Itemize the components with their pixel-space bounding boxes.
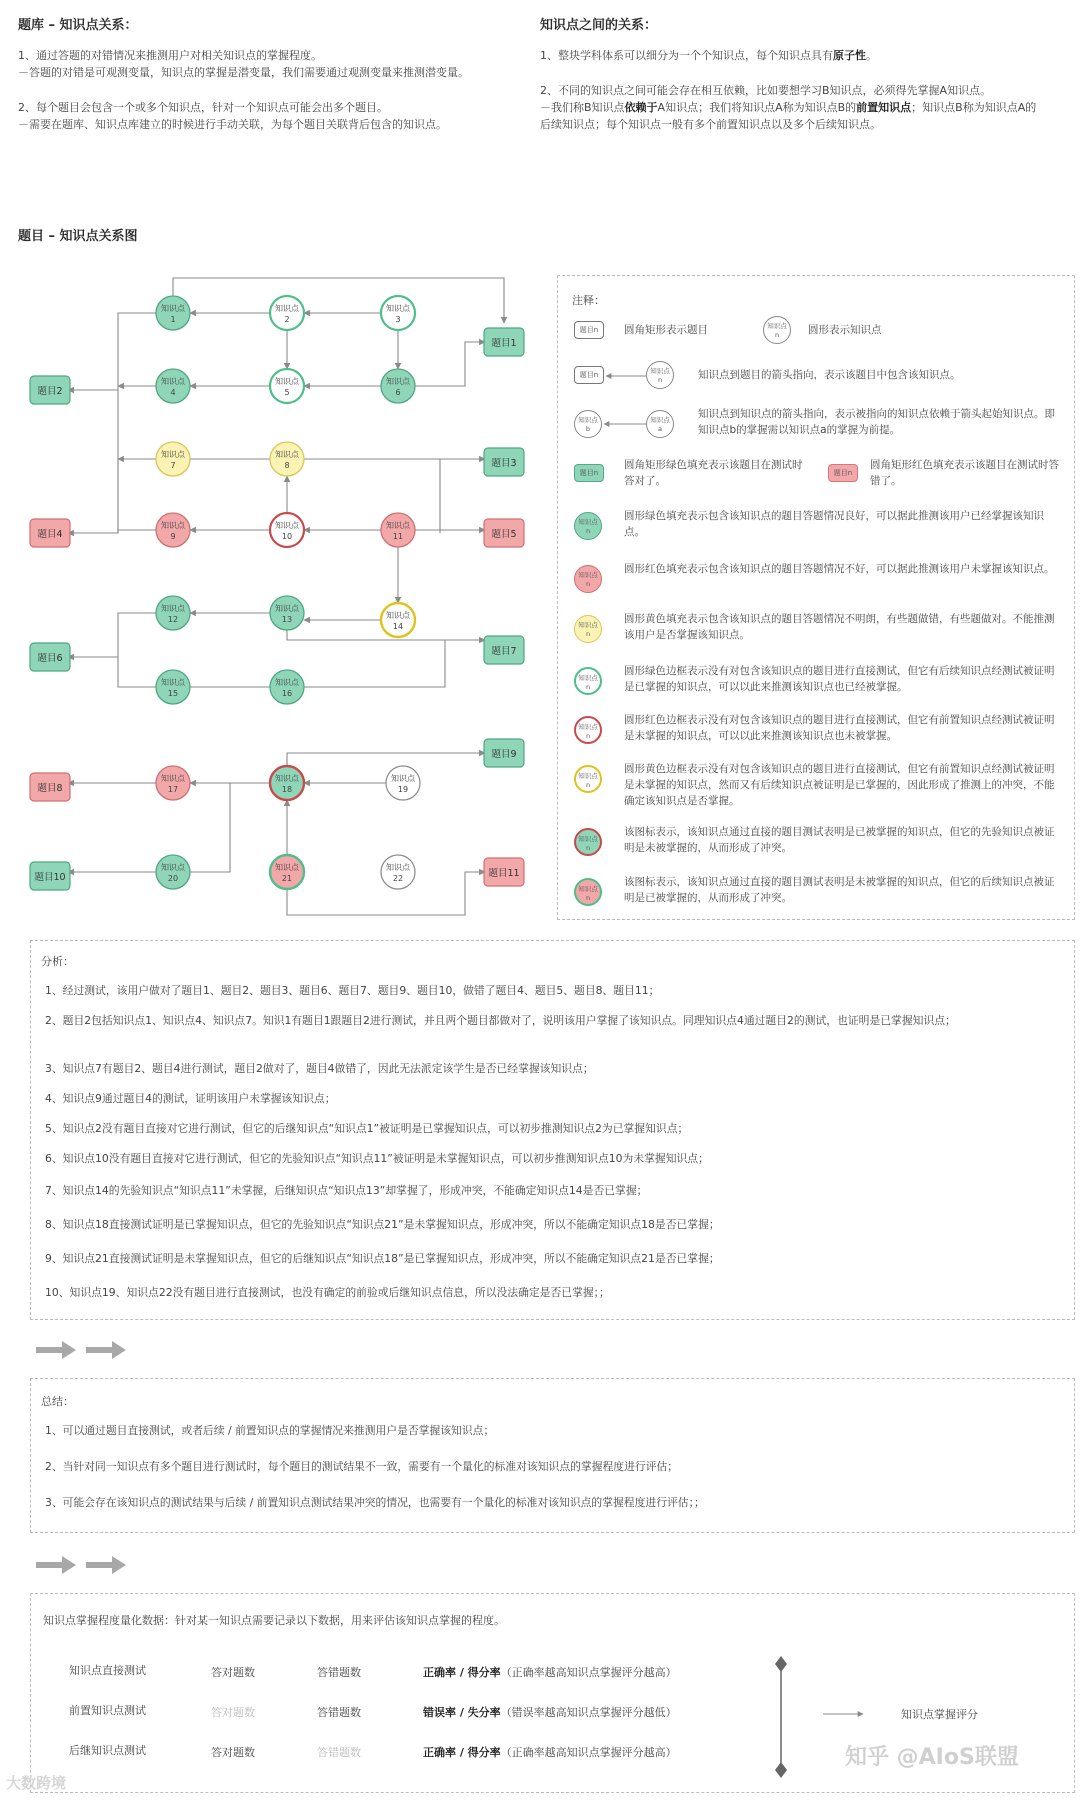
legend-text-circle: 圆形表示知识点 bbox=[808, 324, 882, 336]
knowledge-point-circle bbox=[156, 766, 190, 800]
legend-text-5: 圆形红色边框表示没有对包含该知识点的题目进行直接测试，但它有前置知识点经测试被证明是未掌握的知识点，可以以此来推测该知识点也未被掌握。 bbox=[624, 714, 1055, 742]
text-bold: 原子性 bbox=[833, 49, 866, 62]
quant-row-name: 后继知识点测试 bbox=[69, 1744, 146, 1757]
knowledge-point-number: 7 bbox=[170, 461, 176, 470]
question-label: 题目5 bbox=[491, 529, 517, 540]
quant-result: 知识点掌握评分 bbox=[901, 1708, 978, 1721]
knowledge-point-label: 知识点 bbox=[391, 774, 415, 783]
knowledge-point-circle bbox=[156, 442, 190, 476]
knowledge-point-circle bbox=[270, 296, 304, 330]
question-2 bbox=[30, 376, 70, 404]
knowledge-point-17 bbox=[156, 766, 190, 800]
quant-title: 知识点掌握程度量化数据：针对某一知识点需要记录以下数据，用来评估该知识点掌握的程度。 bbox=[43, 1614, 505, 1627]
legend-circle-sub: n bbox=[585, 683, 591, 691]
legend-circle-label: 知识点 bbox=[578, 772, 598, 780]
knowledge-point-circle bbox=[156, 296, 190, 330]
legend-text-green-rect: 圆角矩形绿色填充表示该题目在测试时答对了。 bbox=[624, 459, 803, 487]
quant-right-count: 答对题数 bbox=[211, 1746, 255, 1759]
legend-circle-icon bbox=[646, 361, 674, 389]
section-kp-kp-relation bbox=[540, 14, 1070, 133]
knowledge-point-circle bbox=[270, 596, 304, 630]
knowledge-point-circle bbox=[156, 513, 190, 547]
knowledge-point-number: 6 bbox=[395, 388, 401, 397]
legend-circle-sub: n bbox=[657, 376, 663, 384]
legend-circle-sub: n bbox=[585, 781, 591, 789]
summary-line-3: 3、可能会存在该知识点的测试结果与后续 / 前置知识点测试结果冲突的情况，也需要有一个量化的标准对该知识点的掌握程度进行评估；； bbox=[45, 1496, 705, 1509]
question-label: 题目8 bbox=[37, 783, 63, 794]
heading-kp-kp: 知识点之间的关系： bbox=[540, 18, 658, 33]
knowledge-point-11 bbox=[381, 513, 415, 547]
knowledge-point-circle bbox=[156, 855, 190, 889]
legend-title: 注释： bbox=[572, 294, 605, 307]
analysis-title: 分析： bbox=[41, 955, 74, 968]
knowledge-point-label: 知识点 bbox=[161, 604, 185, 613]
edge-line bbox=[118, 613, 156, 687]
knowledge-point-number: 10 bbox=[281, 532, 293, 541]
summary-line-1: 1、可以通过题目直接测试，或者后续 / 前置知识点的掌握情况来推测用户是否掌握该知识点； bbox=[45, 1424, 495, 1437]
question-8 bbox=[30, 773, 70, 801]
legend-circle-icon bbox=[574, 716, 602, 744]
legend-circle-sub: n bbox=[585, 630, 591, 638]
legend-arrow-icon bbox=[604, 371, 648, 381]
knowledge-point-circle bbox=[156, 596, 190, 630]
quant-right-count: 答对题数 bbox=[211, 1666, 255, 1679]
question-5 bbox=[484, 519, 524, 547]
analysis-line-2: 2、题目2包括知识点1、知识点4、知识点7。知识1有题目1跟题目2进行测试，并且两个题目都做对了，说明该用户掌握了该知识点。同理知识点4通过题目2的测试，也证明是已掌握知识点； bbox=[45, 1014, 956, 1027]
knowledge-point-label: 知识点 bbox=[386, 611, 410, 620]
knowledge-point-number: 2 bbox=[284, 315, 290, 324]
knowledge-point-circle bbox=[270, 369, 304, 403]
para-1b: －答题的对错是可观测变量，知识点的掌握是潜变量，我们需要通过观测变量来推测潜变量。 bbox=[18, 66, 469, 79]
legend-circle-label: 知识点 bbox=[578, 416, 598, 424]
question-label: 题目6 bbox=[37, 653, 63, 664]
knowledge-point-circle bbox=[270, 670, 304, 704]
analysis-box bbox=[30, 940, 1075, 1320]
legend-text-4: 圆形绿色边框表示没有对包含该知识点的题目进行直接测试，但它有后续知识点经测试被证明是已掌握的知识点，可以以此来推测该知识点也已经被掌握。 bbox=[624, 665, 1055, 693]
analysis-line-4: 4、知识点9通过题目4的测试，证明该用户未掌握该知识点； bbox=[45, 1092, 336, 1105]
knowledge-point-number: 8 bbox=[284, 461, 290, 470]
edge-line bbox=[304, 640, 445, 687]
edge-kp1-q1 bbox=[173, 278, 504, 323]
text-bold: 依赖于 bbox=[624, 101, 658, 114]
knowledge-point-5 bbox=[270, 369, 304, 403]
quant-row-name: 前置知识点测试 bbox=[69, 1704, 146, 1717]
knowledge-point-circle bbox=[381, 855, 415, 889]
question-label: 题目9 bbox=[491, 749, 517, 760]
knowledge-point-label: 知识点 bbox=[161, 678, 185, 687]
legend-circle-label: 知识点 bbox=[578, 518, 598, 526]
legend-circle-sub: a bbox=[658, 425, 662, 433]
knowledge-point-label: 知识点 bbox=[275, 521, 299, 530]
legend-arrow-icon bbox=[602, 419, 648, 429]
knowledge-point-circle bbox=[386, 766, 420, 800]
knowledge-point-20 bbox=[156, 855, 190, 889]
para-1: 1、通过答题的对错情况来推测用户对相关知识点的掌握程度。 bbox=[18, 49, 322, 62]
quant-rate: 正确率 / 得分率（正确率越高知识点掌握评分越高） bbox=[423, 1746, 677, 1759]
question-label: 题目10 bbox=[34, 872, 66, 883]
text-span: 后续知识点；每个知识点一般有多个前置知识点以及多个后续知识点。 bbox=[540, 118, 881, 131]
quant-rate: 错误率 / 失分率（错误率越高知识点掌握评分越低） bbox=[423, 1706, 677, 1719]
legend-text-red-rect: 圆角矩形红色填充表示该题目在测试时答错了。 bbox=[870, 459, 1059, 487]
knowledge-point-15 bbox=[156, 670, 190, 704]
legend-circle-icon bbox=[574, 878, 602, 906]
knowledge-point-number: 14 bbox=[392, 622, 404, 631]
knowledge-point-label: 知识点 bbox=[275, 450, 299, 459]
legend-circle-icon bbox=[574, 667, 602, 695]
summary-box bbox=[30, 1378, 1075, 1533]
knowledge-point-label: 知识点 bbox=[161, 304, 185, 313]
question-7 bbox=[484, 636, 524, 664]
edge-line bbox=[304, 459, 440, 533]
edge-kp9-q4 bbox=[68, 530, 156, 533]
para-atomic bbox=[540, 47, 1070, 64]
bracket-line-icon bbox=[771, 1656, 791, 1778]
knowledge-point-19 bbox=[386, 766, 420, 800]
legend-text-7: 该图标表示，该知识点通过直接的题目测试表明是已被掌握的知识点，但它的先验知识点被证明是未被掌握的，从而形成了冲突。 bbox=[624, 826, 1055, 854]
watermark-left: 大数跨境 bbox=[6, 1774, 67, 1792]
knowledge-point-2 bbox=[270, 296, 304, 330]
quant-right-count: 答对题数 bbox=[211, 1706, 255, 1719]
text-bold: 前置知识点 bbox=[856, 101, 912, 114]
text-span: 。 bbox=[866, 49, 877, 62]
legend-circle-sub: n bbox=[774, 331, 780, 339]
knowledge-point-number: 21 bbox=[281, 874, 293, 883]
legend-circle-icon bbox=[574, 765, 602, 793]
edge-kp18-q9 bbox=[287, 753, 485, 766]
question-11 bbox=[484, 858, 524, 886]
analysis-line-6: 6、知识点10没有题目直接对它进行测试，但它的先验知识点“知识点11”被证明是未掌握知识点，可以初步推测知识点10为未掌握知识点； bbox=[45, 1152, 709, 1165]
legend-rect-green-icon: 题目n bbox=[574, 464, 604, 482]
legend-circle-label: 知识点 bbox=[650, 416, 670, 424]
analysis-line-9: 9、知识点21直接测试证明是未掌握知识点，但它的后继知识点“知识点18”是已掌握知识点，形成冲突，所以不能确定知识点21是否已掌握； bbox=[45, 1252, 720, 1265]
legend-circle-label: 知识点 bbox=[767, 322, 787, 330]
knowledge-point-label: 知识点 bbox=[275, 604, 299, 613]
knowledge-point-label: 知识点 bbox=[161, 863, 185, 872]
analysis-line-1: 1、经过测试，该用户做对了题目1、题目2、题目3、题目6、题目7、题目9、题目10，做错了题目4、题目5、题目8、题目11； bbox=[45, 984, 660, 997]
knowledge-point-16 bbox=[270, 670, 304, 704]
knowledge-point-label: 知识点 bbox=[161, 521, 185, 530]
question-3 bbox=[484, 448, 524, 476]
knowledge-point-label: 知识点 bbox=[275, 304, 299, 313]
legend-circle-sub: n bbox=[585, 527, 591, 535]
knowledge-point-circle bbox=[156, 369, 190, 403]
knowledge-point-number: 1 bbox=[170, 315, 176, 324]
knowledge-point-label: 知识点 bbox=[161, 774, 185, 783]
knowledge-point-21 bbox=[270, 855, 304, 889]
knowledge-point-number: 16 bbox=[281, 689, 293, 698]
question-4 bbox=[30, 519, 70, 547]
knowledge-point-10 bbox=[270, 513, 304, 547]
legend-box bbox=[557, 275, 1075, 920]
analysis-line-3: 3、知识点7有题目2、题目4进行测试，题目2做对了，题目4做错了，因此无法派定该学生是否已经掌握该知识点； bbox=[45, 1062, 594, 1075]
text-span: ；知识点B称为知识点A的 bbox=[911, 101, 1037, 114]
legend-text-8: 该图标表示，该知识点通过直接的题目测试表明是未被掌握的知识点，但它的后续知识点被证明是已被掌握的，从而形成了冲突。 bbox=[624, 876, 1055, 904]
question-label: 题目2 bbox=[37, 386, 63, 397]
double-arrow-icon bbox=[34, 1338, 134, 1362]
legend-text-kp-to-question: 知识点到题目的箭头指向，表示该题目中包含该知识点。 bbox=[698, 369, 961, 381]
text-span: 1、整块学科体系可以细分为一个个知识点，每个知识点具有 bbox=[540, 49, 833, 62]
knowledge-point-18 bbox=[270, 766, 304, 800]
knowledge-point-number: 19 bbox=[397, 785, 409, 794]
knowledge-point-number: 15 bbox=[167, 689, 179, 698]
knowledge-point-label: 知识点 bbox=[275, 377, 299, 386]
question-6 bbox=[30, 643, 70, 671]
legend-text-rect: 圆角矩形表示题目 bbox=[624, 324, 708, 336]
legend-circle-icon bbox=[574, 828, 602, 856]
knowledge-point-circle bbox=[381, 603, 415, 637]
knowledge-point-circle bbox=[270, 442, 304, 476]
legend-rect-red-icon: 题目n bbox=[828, 464, 858, 482]
analysis-line-5: 5、知识点2没有题目直接对它进行测试，但它的后继知识点“知识点1”被证明是已掌握知识点，可以初步推测知识点2为已掌握知识点； bbox=[45, 1122, 689, 1135]
para-2b: －需要在题库、知识点库建立的时候进行手动关联，为每个题目关联背后包含的知识点。 bbox=[18, 118, 447, 131]
legend-text-6: 圆形黄色边框表示没有对包含该知识点的题目进行直接测试，但它有前置知识点经测试被证明是未掌握的知识点，然而又有后续知识点被证明是已掌握的，因此形成了推测上的冲突，不能确定该知识点是否掌握。 bbox=[624, 763, 1055, 807]
quant-wrong-count: 答错题数 bbox=[317, 1746, 361, 1759]
question-label: 题目1 bbox=[491, 338, 517, 349]
para-dependency-b bbox=[540, 99, 1070, 133]
knowledge-point-label: 知识点 bbox=[161, 377, 185, 386]
legend-circle-sub: n bbox=[585, 732, 591, 740]
legend-circle-label: 知识点 bbox=[578, 885, 598, 893]
knowledge-point-1 bbox=[156, 296, 190, 330]
knowledge-point-3 bbox=[381, 296, 415, 330]
legend-text-3: 圆形黄色填充表示包含该知识点的题目答题情况不明朗，有些题做错，有些题做对。不能推测该用户是否掌握该知识点。 bbox=[624, 613, 1055, 641]
knowledge-point-circle bbox=[270, 766, 304, 800]
legend-circle-icon bbox=[574, 565, 602, 593]
legend-rect-icon: 题目n bbox=[574, 321, 604, 339]
heading-question-kp: 题库 – 知识点关系： bbox=[18, 18, 138, 33]
para-2: 2、每个题目会包含一个或多个知识点，针对一个知识点可能会出多个题目。 bbox=[18, 101, 388, 114]
knowledge-point-number: 18 bbox=[281, 785, 293, 794]
knowledge-point-label: 知识点 bbox=[386, 304, 410, 313]
question-1 bbox=[484, 328, 524, 356]
quant-rate-note: （错误率越高知识点掌握评分越低） bbox=[500, 1706, 677, 1719]
question-label: 题目4 bbox=[37, 529, 63, 540]
legend-circle-sub: n bbox=[585, 844, 591, 852]
quant-wrong-count: 答错题数 bbox=[317, 1666, 361, 1679]
text-span: A知识点；我们将知识点A称为知识点B的 bbox=[657, 101, 857, 114]
legend-text-2: 圆形红色填充表示包含该知识点的题目答题情况不好，可以据此推测该用户未掌握该知识点。 bbox=[624, 563, 1055, 575]
knowledge-point-circle bbox=[381, 369, 415, 403]
knowledge-point-7 bbox=[156, 442, 190, 476]
question-label: 题目7 bbox=[491, 646, 517, 657]
question-9 bbox=[484, 739, 524, 767]
knowledge-point-9 bbox=[156, 513, 190, 547]
diagram-heading: 题目 – 知识点关系图 bbox=[18, 229, 138, 244]
legend-text-1: 圆形绿色填充表示包含该知识点的题目答题情况良好，可以据此推测该用户已经掌握该知识点。 bbox=[624, 510, 1044, 538]
knowledge-point-number: 12 bbox=[167, 615, 179, 624]
legend-circle-label: 知识点 bbox=[578, 835, 598, 843]
knowledge-point-number: 17 bbox=[167, 785, 179, 794]
knowledge-point-number: 13 bbox=[281, 615, 293, 624]
result-arrow-icon bbox=[821, 1708, 867, 1720]
text-span: －我们称B知识点 bbox=[540, 101, 625, 114]
knowledge-point-circle bbox=[381, 296, 415, 330]
knowledge-point-number: 11 bbox=[392, 532, 404, 541]
knowledge-point-circle bbox=[381, 513, 415, 547]
legend-circle-a-icon bbox=[646, 410, 674, 438]
watermark-right: 知乎 @AIoS联盟 bbox=[845, 1745, 1019, 1770]
question-label: 题目3 bbox=[491, 458, 517, 469]
analysis-line-8: 8、知识点18直接测试证明是已掌握知识点，但它的先验知识点“知识点21”是未掌握知识点，形成冲突，所以不能确定知识点18是否已掌握； bbox=[45, 1218, 720, 1231]
legend-circle-label: 知识点 bbox=[650, 367, 670, 375]
knowledge-point-circle bbox=[270, 855, 304, 889]
legend-circle-sub: n bbox=[585, 580, 591, 588]
knowledge-point-number: 22 bbox=[392, 874, 404, 883]
knowledge-point-12 bbox=[156, 596, 190, 630]
legend-circle-icon bbox=[763, 316, 791, 344]
knowledge-point-label: 知识点 bbox=[275, 774, 299, 783]
knowledge-point-number: 3 bbox=[395, 315, 401, 324]
knowledge-point-8 bbox=[270, 442, 304, 476]
legend-rect-icon: 题目n bbox=[574, 366, 604, 384]
quant-row-name: 知识点直接测试 bbox=[69, 1664, 146, 1677]
legend-circle-label: 知识点 bbox=[578, 723, 598, 731]
edge-line bbox=[118, 313, 156, 533]
summary-line-2: 2、当针对同一知识点有多个题目进行测试时，每个题目的测试结果不一致，需要有一个量化的标准对该知识点的掌握程度进行评估； bbox=[45, 1460, 679, 1473]
summary-title: 总结： bbox=[41, 1395, 74, 1408]
section-question-kp-relation bbox=[18, 14, 518, 133]
knowledge-point-13 bbox=[270, 596, 304, 630]
double-arrow-icon bbox=[34, 1553, 134, 1577]
legend-circle-icon bbox=[574, 512, 602, 540]
legend-circle-icon bbox=[574, 615, 602, 643]
knowledge-point-number: 5 bbox=[284, 388, 290, 397]
legend-circle-sub: b bbox=[585, 425, 591, 433]
legend-circle-label: 知识点 bbox=[578, 674, 598, 682]
question-10 bbox=[30, 862, 70, 890]
analysis-line-10: 10、知识点19、知识点22没有题目进行直接测试，也没有确定的前验或后继知识点信息，所以没法确定是否已掌握；； bbox=[45, 1286, 610, 1299]
knowledge-point-label: 知识点 bbox=[386, 377, 410, 386]
knowledge-point-number: 4 bbox=[170, 388, 176, 397]
quant-wrong-count: 答错题数 bbox=[317, 1706, 361, 1719]
knowledge-point-label: 知识点 bbox=[275, 863, 299, 872]
relation-diagram bbox=[0, 260, 550, 940]
quant-rate-note: （正确率越高知识点掌握评分越高） bbox=[500, 1666, 677, 1679]
knowledge-point-22 bbox=[381, 855, 415, 889]
knowledge-point-number: 20 bbox=[167, 874, 179, 883]
knowledge-point-label: 知识点 bbox=[386, 521, 410, 530]
quant-rate-note: （正确率越高知识点掌握评分越高） bbox=[500, 1746, 677, 1759]
knowledge-point-number: 9 bbox=[170, 532, 176, 541]
legend-circle-sub: n bbox=[585, 894, 591, 902]
knowledge-point-4 bbox=[156, 369, 190, 403]
question-label: 题目11 bbox=[488, 868, 520, 879]
legend-circle-b-icon bbox=[574, 410, 602, 438]
knowledge-point-circle bbox=[270, 513, 304, 547]
analysis-line-7: 7、知识点14的先验知识点“知识点11”未掌握，后继知识点“知识点13”却掌握了，形成冲突，不能确定知识点14是否已掌握； bbox=[45, 1184, 648, 1197]
legend-text-kp-to-kp: 知识点到知识点的箭头指向，表示被指向的知识点依赖于箭头起始知识点。即知识点b的掌握需以知识点a的掌握为前提。 bbox=[698, 408, 1055, 436]
knowledge-point-label: 知识点 bbox=[386, 863, 410, 872]
knowledge-point-6 bbox=[381, 369, 415, 403]
knowledge-point-label: 知识点 bbox=[275, 678, 299, 687]
knowledge-point-14 bbox=[381, 603, 415, 637]
knowledge-point-circle bbox=[156, 670, 190, 704]
para-dependency: 2、不同的知识点之间可能会存在相互依赖，比如要想学习B知识点，必须得先掌握A知识点。 bbox=[540, 84, 992, 97]
knowledge-point-label: 知识点 bbox=[161, 450, 185, 459]
legend-circle-label: 知识点 bbox=[578, 621, 598, 629]
quant-rate: 正确率 / 得分率（正确率越高知识点掌握评分越高） bbox=[423, 1666, 677, 1679]
legend-circle-label: 知识点 bbox=[578, 571, 598, 579]
